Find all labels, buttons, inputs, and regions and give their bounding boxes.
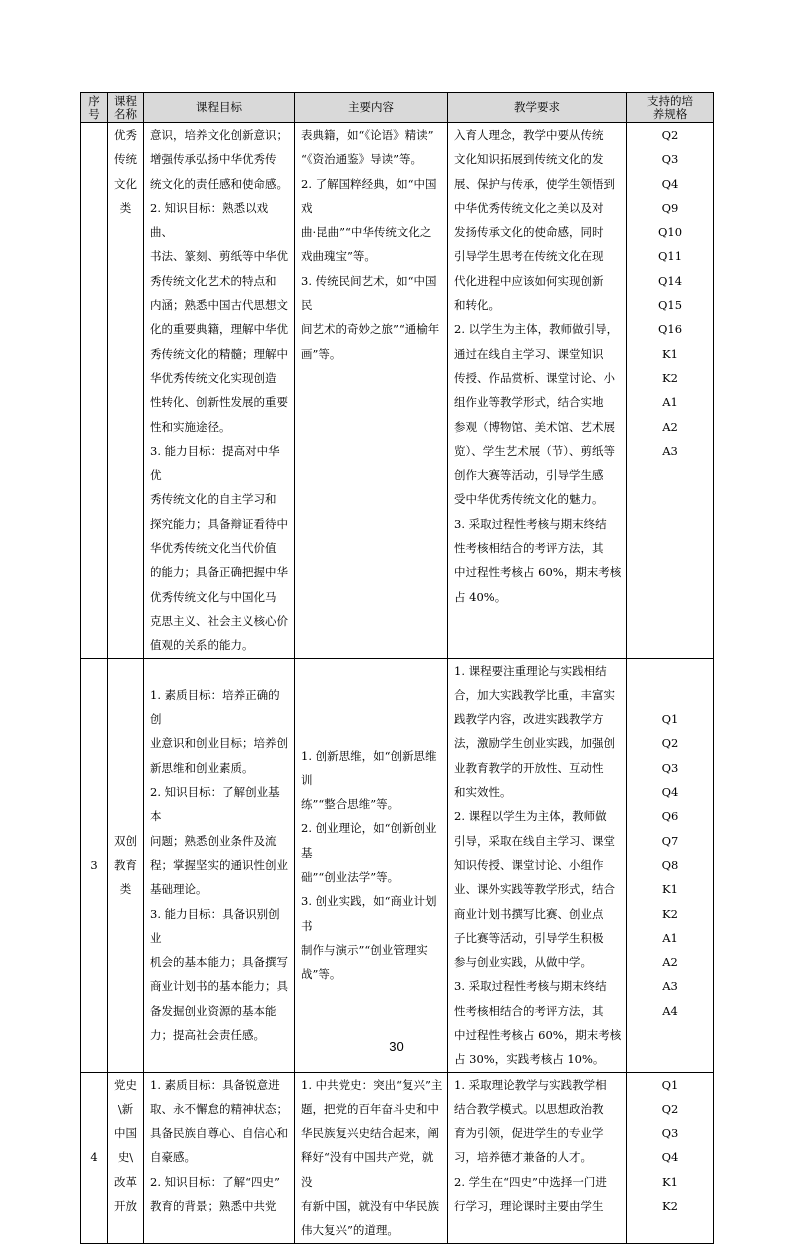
table-row (81, 1072, 714, 1243)
header-no: 序 号 (81, 93, 108, 123)
header-course-name: 课程 名称 (108, 93, 144, 123)
row-number: 4 (81, 1072, 108, 1243)
row-number: 3 (81, 658, 108, 1072)
course-goal-text: 1. 素质目标：具备锐意进 取、永不懈怠的精神状态； 具备民族自尊心、自信心和 自豪感。 2. 知识目标：了解“四史” 教育的背景；熟悉中共党 (150, 1077, 288, 1214)
header-main-content: 主要内容 (295, 93, 448, 123)
course-goal-text: 意识，培养文化创新意识； 增强传承弘扬中华优秀传 统文化的责任感和使命感。 2. 知识目标：熟悉以戏曲、 书法、篆刻、剪纸等中华优 秀传统文化艺术的特点和 内涵；熟悉中国古代思想文 化的重要典籍，理解中华优 秀传统文化的精髓；理解中 华优秀传统文化实现创造 性转化、创新性发展的重要 性和实施途径。 3. 能力目标：提高对中华优 秀传统文化的自主学习和 探究能力；具备辩证看待中 华优秀传统文化当代价值 的能力；具备正确把握中华 优秀传统文化与中国化马 克思主义、社会主义核心价 值观的关系的能力。 (150, 128, 288, 653)
teaching-requirement-text: 1. 采取理论教学与实践教学相 结合教学模式。以思想政治教 育为引领，促进学生的专业学 习，培养德才兼备的人才。 2. 学生在“四史”中选择一门进 行学习，理论课时主要由学生 (454, 1077, 607, 1214)
header-course-goal: 课程目标 (144, 93, 295, 123)
main-content (295, 1072, 448, 1243)
main-content-text: 1. 中共党史：突出“复兴”主 题，把党的百年奋斗史和中 华民族复兴史结合起来，阐 释好“没有中国共产党，就没 有新中国，就没有中华民族 伟大复兴”的道理。 (301, 1077, 443, 1238)
main-content-text: 1. 创新思维，如“创新思维训 练”“整合思维”等。 2. 创业理论，如“创新创业基 础”“创业法学”等。 3. 创业实践，如“商业计划书 制作与演示”“创业管理实 战”等。 (301, 748, 437, 982)
course-name: 优秀 传统 文化 类 (108, 123, 144, 659)
supported-specs: Q1 Q2 Q3 Q4 Q6 Q7 Q8 K1 K2 A1 A2 A3 A4 (627, 658, 714, 1072)
supported-specs: Q2 Q3 Q4 Q9 Q10 Q11 Q14 Q15 Q16 K1 K2 A1 A2 A3 (627, 123, 714, 659)
main-content-text: 表典籍，如“《论语》精读” “《资治通鉴》导读”等。 2. 了解国粹经典，如“中国戏 曲·昆曲”“中华传统文化之 戏曲瑰宝”等。 3. 传统民间艺术，如“中国民 间艺术的奇妙之旅”“通榆年 画”等。 (301, 128, 440, 361)
course-name: 党史 \新 中国 史\ 改革 开放 (108, 1072, 144, 1243)
course-goal (144, 658, 295, 1072)
header-supported-specs: 支持的培 养规格 (627, 93, 714, 123)
teaching-requirement-text: 1. 课程要注重理论与实践相结 合，加大实践教学比重，丰富实 践教学内容，改进实践教学方 法，激励学生创业实践，加强创 业教育教学的开放性、互动性 和实效性。 2. 课程以学生为主体，教师做 引导，采取在线自主学习、课堂 知识传授、课堂讨论、小组作 业、课外实践等教学形式，结合 商业计划书撰写比赛、创业点 子比赛等活动，引导学生积极 参与创业实践，从做中学。 3. 采取过程性考核与期末终结 性考核相结合的考评方法，其 中过程性考核占 60%，期末考核 占 30%，实践考核占 10%。 (454, 663, 622, 1067)
table-header-row (81, 93, 714, 123)
supported-specs: Q1 Q2 Q3 Q4 K1 K2 (627, 1072, 714, 1243)
course-goal (144, 123, 295, 659)
teaching-requirement (448, 658, 627, 1072)
course-goal (144, 1072, 295, 1243)
teaching-requirement (448, 123, 627, 659)
course-name: 双创 教育 类 (108, 658, 144, 1072)
row-number (81, 123, 108, 659)
page-number: 30 (389, 1039, 404, 1054)
header-teaching-requirement: 教学要求 (448, 93, 627, 123)
main-content (295, 123, 448, 659)
teaching-requirement-text: 入育人理念，教学中要从传统 文化知识拓展到传统文化的发 展、保护与传承，使学生领悟到 中华优秀传统文化之美以及对 发扬传承文化的使命感，同时 引导学生思考在传统文化在现 代化进程中应该如何实现创新 和转化。 2. 以学生为主体，教师做引导， 通过在线自主学习、课堂知识 传授、作品赏析、课堂讨论、小 组作业等教学形式，结合实地 参观（博物馆、美术馆、艺术展 览）、学生艺术展（节）、剪纸等 创作大赛等活动，引导学生感 受中华优秀传统文化的魅力。 3. 采取过程性考核与期末终结 性考核相结合的考评方法，其 中过程性考核占 60%，期末考核 占 40%。 (454, 128, 622, 604)
table-row (81, 123, 714, 659)
curriculum-table (80, 92, 714, 1244)
table-row (81, 658, 714, 1072)
teaching-requirement (448, 1072, 627, 1243)
main-content (295, 658, 448, 1072)
course-goal-text: 1. 素质目标：培养正确的创 业意识和创业目标；培养创 新思维和创业素质。 2. 知识目标：了解创业基本 问题；熟悉创业条件及流 程；掌握坚实的通识性创业 基础理论。 3. 能力目标：具备识别创业 机会的基本能力；具备撰写 商业计划书的基本能力；具 备发掘创业资源的基本能 力；提高社会责任感。 (150, 687, 288, 1042)
